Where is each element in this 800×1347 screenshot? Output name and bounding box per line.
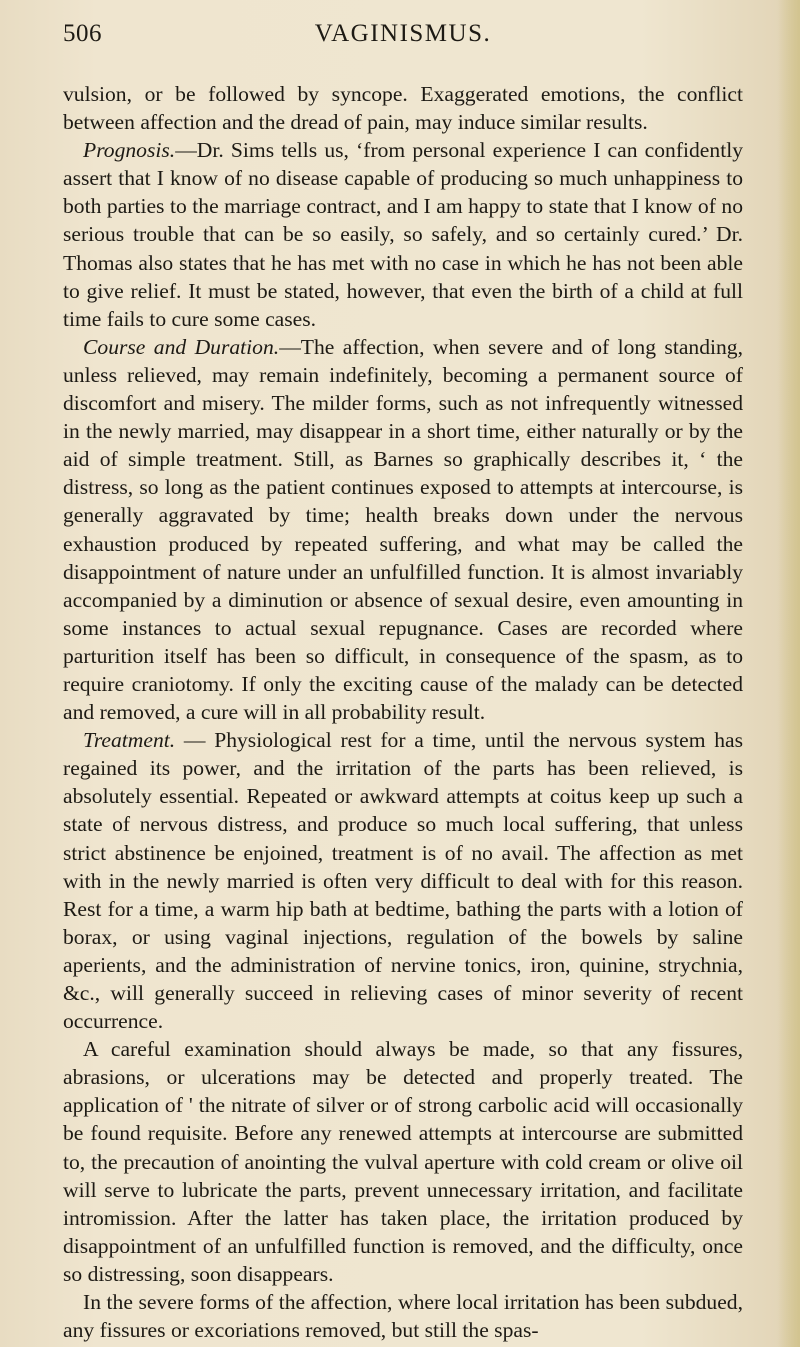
paragraph-text: — Physiological rest for a time, until the nervous system has regained its power, and the irritation of the parts has been relieved, is absolutely essential. Repeated or awkward attempts at coitus keep up such a state of nervous distress, and produce so much local suffering, that unless strict abstinence be enjoined, treatment is of no avail. The affection as met with in the newly married is often very difficult to deal with for this reason. Rest for a time, a warm hip bath at bedtime, bathing the parts with a lotion of borax, or using vaginal injections, regulation of the bowels by saline aperients, and the administration of nervine tonics, iron, quinine, strychnia, &c., will generally succeed in relieving cases of minor severity of recent occurrence. [63,728,743,1034]
paragraph-prognosis [63,136,743,333]
section-heading: Course and Duration. [83,334,280,359]
paragraph-severe-forms [63,1288,743,1344]
section-heading: Treatment. [83,728,176,753]
running-head: VAGINISMUS. [314,20,492,47]
paragraph-course-duration [63,333,743,726]
body-text [63,80,743,1344]
paragraph-text: A careful examination should always be made, so that any fissures, abrasions, or ulcerations may be detected and properly treated. The application of ' the nitrate of silver or of strong carbolic acid will occasionally be found requisite. Before any renewed attempts at intercourse are submitted to, the precaution of anointing the vulval aperture with cold cream or olive oil will serve to lubricate the parts, prevent unnecessary irritation, and facilitate intromission. After the latter has taken place, the irritation produced by disappointment of an unfulfilled function is removed, and the difficulty, once so distressing, soon disappears. [63,1037,743,1286]
paragraph-text: vulsion, or be followed by syncope. Exaggerated emotions, the conflict between affection and the dread of pain, may induce similar results. [63,82,743,135]
section-heading: Prognosis. [83,138,176,163]
paragraph-text: —Dr. Sims tells us, ‘from personal experience I can confidently assert that I know of no disease capable of producing so much unhappiness to both parties to the marriage contract, and I am happy to state that I know of no serious trouble that can be so easily, so safely, and so certainly cured.’ Dr. Thomas also states that he has met with no case in which he has not been able to give relief. It must be stated, however, that even the birth of a child at full time fails to cure some cases. [63,138,743,331]
page-edge-shadow [778,0,800,1347]
page-number: 506 [63,20,102,47]
paragraph-examination [63,1035,743,1288]
paragraph-text: In the severe forms of the affection, where local irritation has been subdued, any fissures or excoriations removed, but still the spas- [63,1290,743,1343]
paragraph-text: —The affection, when severe and of long standing, unless relieved, may remain indefinitely, becoming a permanent source of discomfort and misery. The milder forms, such as not infrequently witnessed in the newly married, may disappear in a short time, either naturally or by the aid of simple treatment. Still, as Barnes so graphically describes it, ‘ the distress, so long as the patient continues exposed to attempts at intercourse, is generally aggravated by time; health breaks down under the nervous exhaustion produced by repeated suffering, and what may be called the disappointment of nature under an unfulfilled function. It is almost invariably accompanied by a diminution or absence of sexual desire, even amounting in some instances to actual sexual repugnance. Cases are recorded where parturition itself has been so difficult, in consequence of the spasm, as to require craniotomy. If only the exciting cause of the malady can be detected and removed, a cure will in all probability result. [63,334,743,725]
paragraph-continuation [63,80,743,136]
paragraph-treatment [63,726,743,1035]
page-header [63,20,743,54]
